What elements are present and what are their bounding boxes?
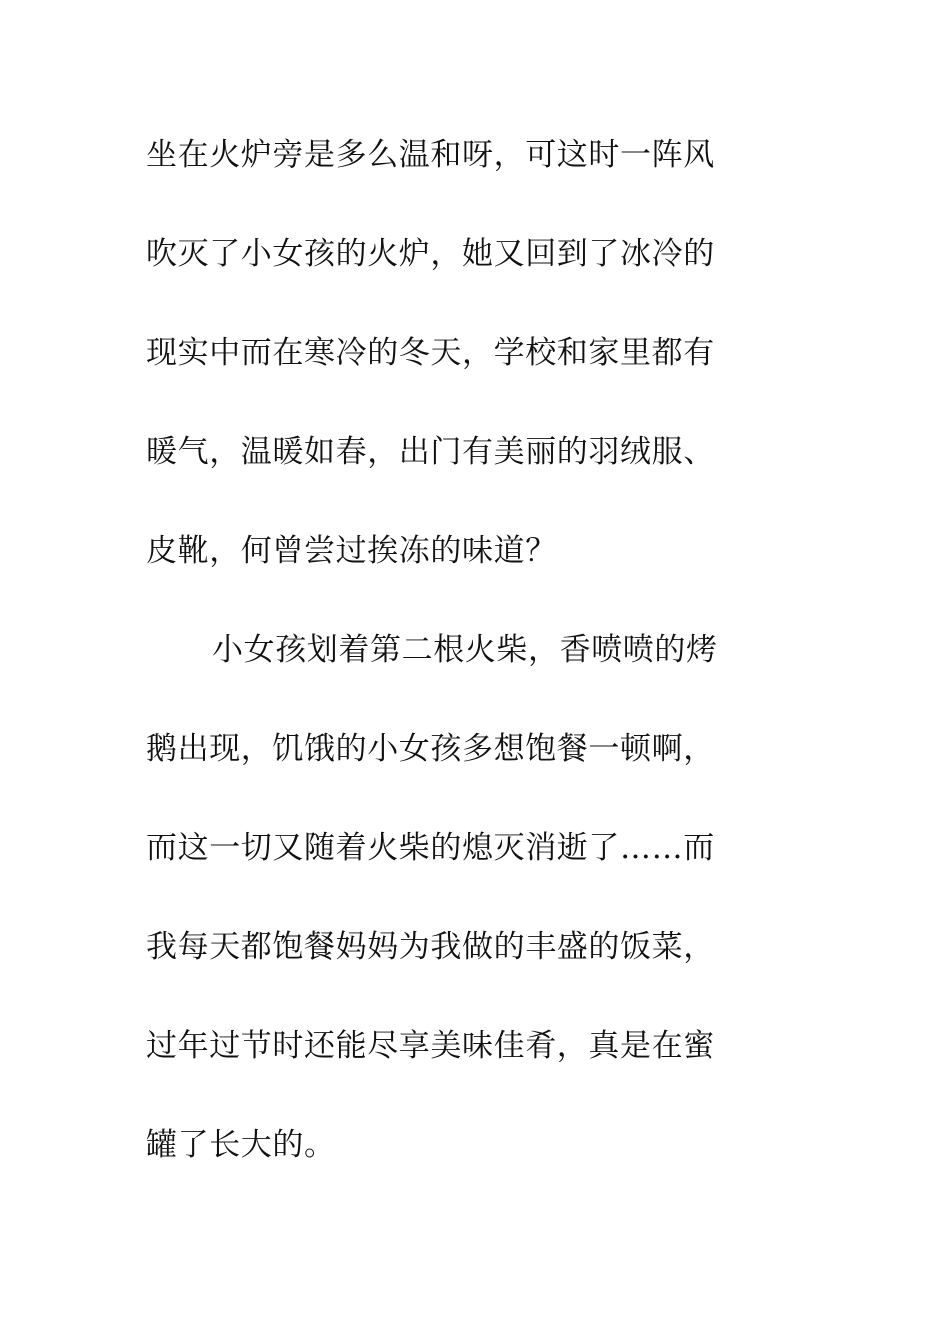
text-line: 我每天都饱餐妈妈为我做的丰盛的饭菜，	[146, 929, 715, 965]
paragraph-start-line: 小女孩划着第二根火柴，香喷喷的烤	[212, 632, 718, 668]
text-line: 过年过节时还能尽享美味佳肴，真是在蜜	[146, 1028, 715, 1064]
body-text	[146, 126, 786, 1215]
text-line: 罐了长大的。	[146, 1127, 336, 1163]
text-line: 鹅出现，饥饿的小女孩多想饱餐一顿啊，	[146, 731, 715, 767]
text-line: 而这一切又随着火柴的熄灭消逝了……而	[146, 830, 715, 866]
text-line: 暖气，温暖如春，出门有美丽的羽绒服、	[146, 434, 715, 470]
text-line: 现实中而在寒冷的冬天，学校和家里都有	[146, 335, 715, 371]
text-line: 吹灭了小女孩的火炉，她又回到了冰冷的	[146, 236, 715, 272]
text-line: 皮靴，何曾尝过挨冻的味道？	[146, 533, 557, 569]
text-line: 坐在火炉旁是多么温和呀，可这时一阵风	[146, 137, 715, 173]
